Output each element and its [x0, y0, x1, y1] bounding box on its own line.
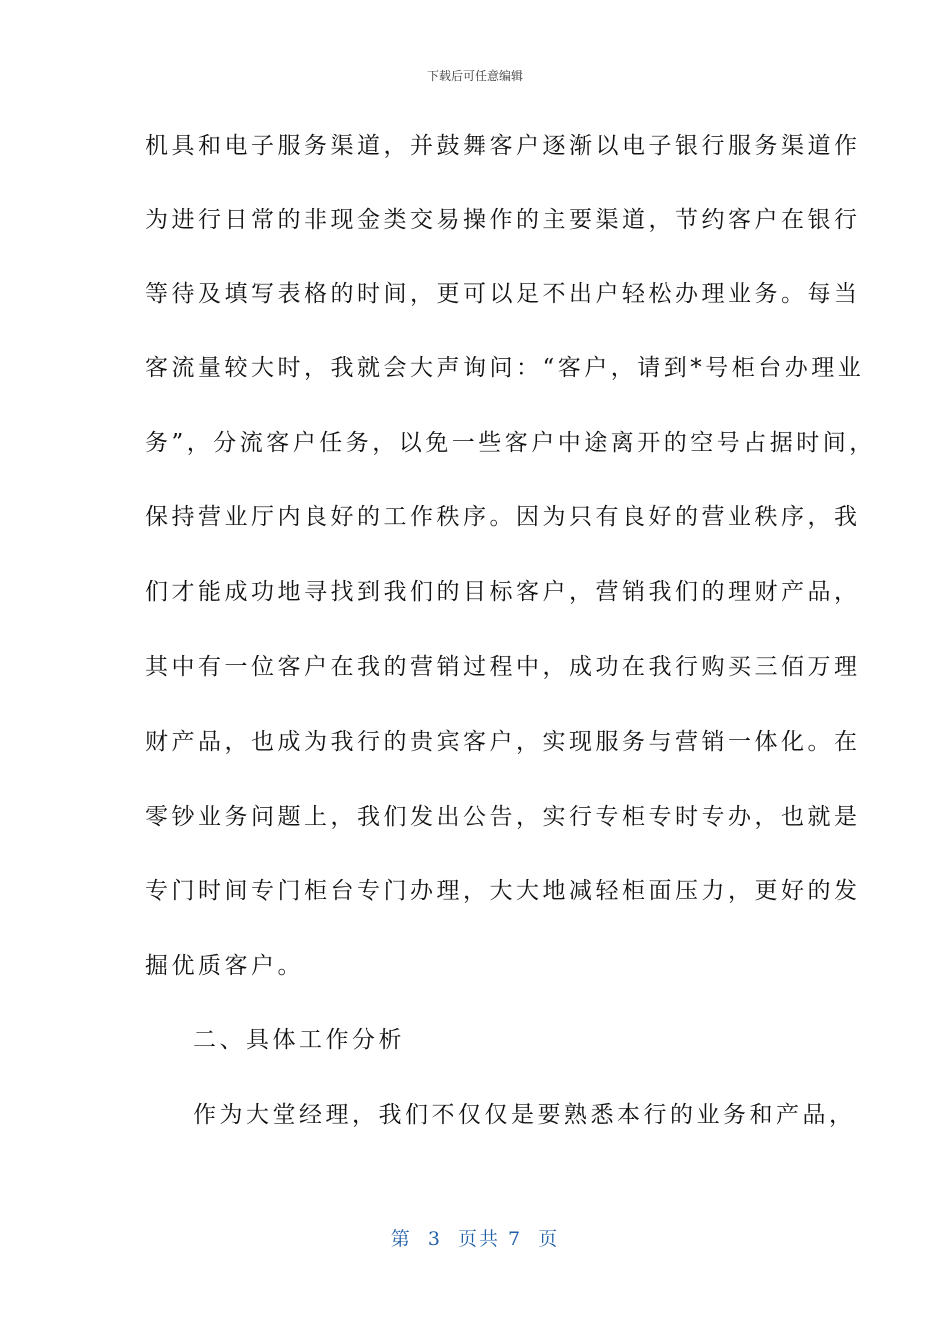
body-line: 专门时间专门柜台专门办理，大大地减轻柜面压力，更好的发 [145, 878, 861, 904]
body-line: 其中有一位客户在我的营销过程中，成功在我行购买三佰万理 [145, 654, 861, 680]
body-line: 为进行日常的非现金类交易操作的主要渠道，节约客户在银行 [145, 207, 861, 233]
body-line: 零钞业务问题上，我们发出公告，实行专柜专时专办，也就是 [145, 804, 861, 830]
body-line: 务”，分流客户任务，以免一些客户中途离开的空号占据时间， [145, 430, 876, 456]
body-line: 们才能成功地寻找到我们的目标客户，营销我们的理财产品， [145, 579, 861, 605]
body-line: 掘优质客户。 [145, 953, 304, 979]
body-line: 作为大堂经理，我们不仅仅是要熟悉本行的业务和产品， [193, 1102, 856, 1128]
page-number-footer: 第 3 页共 7 页 [390, 1228, 560, 1250]
page-header: 下载后可任意编辑 [426, 69, 523, 83]
body-line: 财产品，也成为我行的贵宾客户，实现服务与营销一体化。在 [145, 729, 861, 755]
body-line: 机具和电子服务渠道，并鼓舞客户逐渐以电子银行服务渠道作 [145, 133, 861, 159]
section-heading: 二、具体工作分析 [193, 1027, 405, 1053]
body-line: 保持营业厅内良好的工作秩序。因为只有良好的营业秩序，我 [145, 504, 861, 530]
body-line: 等待及填写表格的时间，更可以足不出户轻松办理业务。每当 [145, 281, 861, 307]
body-line: 客流量较大时，我就会大声询问：“客户，请到*号柜台办理业 [145, 355, 865, 381]
